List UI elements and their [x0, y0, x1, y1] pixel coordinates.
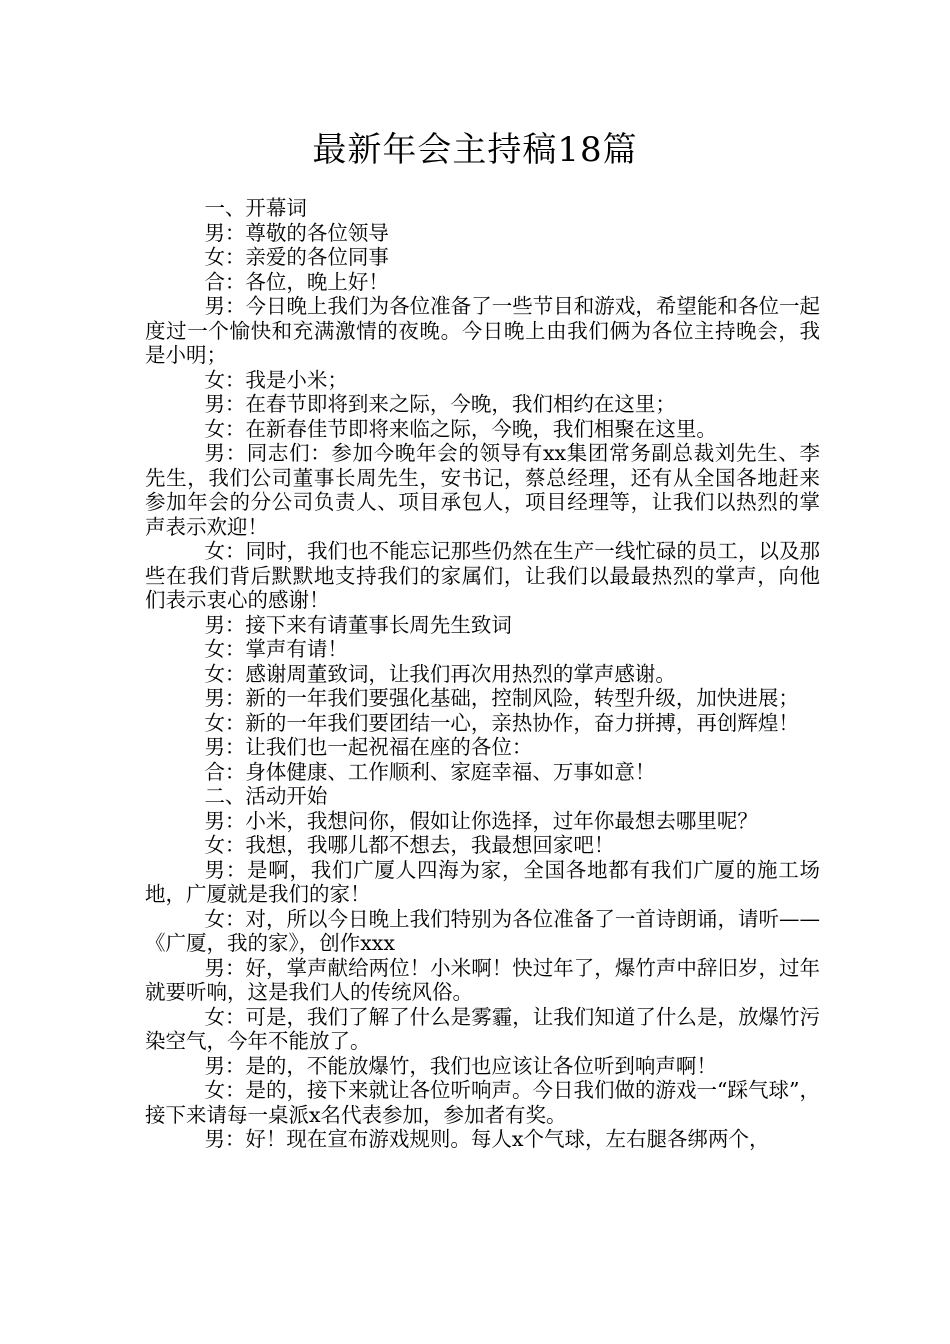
paragraph: 男：接下来有请董事长周先生致词 — [204, 612, 512, 637]
document-title: 最新年会主持稿18篇 — [312, 130, 638, 170]
paragraph: 男：好！现在宣布游戏规则。每人x个气球，左右腿各绑两个， — [204, 1127, 770, 1151]
paragraph: 女：在新春佳节即将来临之际，今晚，我们相聚在这里。 — [204, 416, 717, 441]
paragraph: 一、开幕词 — [204, 196, 307, 220]
paragraph: 男：尊敬的各位领导 — [204, 220, 389, 245]
paragraph: 男：好，掌声献给两位！小米啊！快过年了，爆竹声中辞旧岁，过年就要听响，这是我们人的传统风俗。 — [145, 955, 820, 1004]
document-body — [145, 196, 820, 1152]
paragraph: 二、活动开始 — [204, 784, 328, 808]
paragraph: 女：新的一年我们要团结一心，亲热协作，奋力拼搏，再创辉煌！ — [204, 710, 799, 735]
paragraph: 女：对，所以今日晚上我们特别为各位准备了一首诗朗诵，请听——《广厦，我的家》，创作xxx — [145, 906, 820, 955]
paragraph: 女：我是小米； — [204, 367, 348, 392]
paragraph: 女：是的，接下来就让各位听响声。今日我们做的游戏一“踩气球”，接下来请每一桌派x名代表参加，参加者有奖。 — [145, 1078, 820, 1127]
paragraph: 男：新的一年我们要强化基础，控制风险，转型升级，加快进展； — [204, 686, 799, 710]
paragraph: 女：感谢周董致词，让我们再次用热烈的掌声感谢。 — [204, 661, 676, 686]
paragraph: 男：让我们也一起祝福在座的各位： — [204, 735, 533, 759]
paragraph: 女：同时，我们也不能忘记那些仍然在生产一线忙碌的员工，以及那些在我们背后默默地支持我们的家属们，让我们以最最热烈的掌声，向他们表示衷心的感谢！ — [145, 539, 820, 612]
paragraph: 女：可是，我们了解了什么是雾霾，让我们知道了什么是，放爆竹污染空气，今年不能放了。 — [145, 1004, 820, 1053]
paragraph: 女：亲爱的各位同事 — [204, 245, 389, 269]
paragraph: 合：身体健康、工作顺利、家庭幸福、万事如意！ — [204, 759, 656, 784]
paragraph: 女：我想，我哪儿都不想去，我最想回家吧！ — [204, 833, 615, 857]
paragraph: 男：是的，不能放爆竹，我们也应该让各位听到响声啊！ — [204, 1053, 717, 1078]
paragraph: 男：在春节即将到来之际，今晚，我们相约在这里； — [204, 392, 676, 416]
paragraph: 女：掌声有请！ — [204, 637, 348, 661]
paragraph: 男：今日晚上我们为各位准备了一些节目和游戏，希望能和各位一起度过一个愉快和充满激情的夜晚。今日晚上由我们俩为各位主持晚会，我是小明； — [145, 294, 820, 367]
paragraph: 男：同志们：参加今晚年会的领导有xx集团常务副总裁刘先生、李先生，我们公司董事长周先生，安书记，蔡总经理，还有从全国各地赶来参加年会的分公司负责人、项目承包人，项目经理等，让我们以热烈的掌声表示欢迎！ — [145, 441, 820, 539]
paragraph: 男：是啊，我们广厦人四海为家，全国各地都有我们广厦的施工场地，广厦就是我们的家！ — [145, 857, 820, 906]
paragraph: 合：各位，晚上好！ — [204, 269, 389, 294]
paragraph: 男：小米，我想问你，假如让你选择，过年你最想去哪里呢？ — [204, 808, 758, 833]
